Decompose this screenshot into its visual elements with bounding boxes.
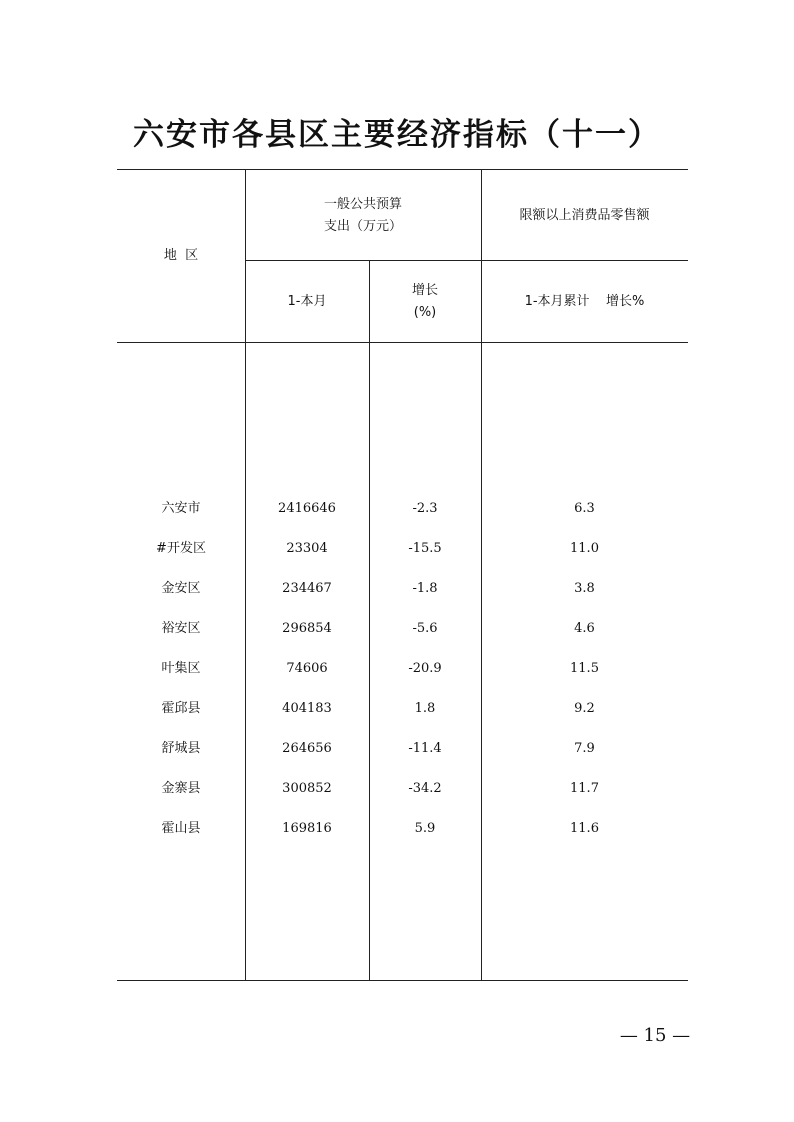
cell-budget-growth: -20.9 [408, 661, 442, 676]
header-budget-group-line2: 支出（万元） [323, 219, 402, 234]
header-budget-group-line1: 一般公共预算 [323, 197, 402, 212]
cell-budget-ytd: 169816 [282, 821, 332, 836]
header-budget-growth-line1: 增长 [411, 283, 438, 298]
cell-retail-growth: 6.3 [574, 501, 595, 516]
cell-budget-ytd: 404183 [282, 701, 332, 716]
cell-region: 金安区 [161, 581, 201, 596]
cell-region: 霍山县 [161, 821, 201, 836]
cell-retail-growth: 4.6 [574, 621, 595, 636]
cell-budget-growth: 5.9 [414, 821, 436, 836]
header-retail-group [481, 205, 688, 227]
header-group-divider [245, 260, 688, 261]
cell-retail-growth: 9.2 [574, 701, 595, 716]
table-bottom-rule [117, 980, 688, 981]
cell-retail-growth: 11.6 [570, 821, 599, 836]
cell-budget-growth: -1.8 [412, 581, 438, 596]
header-region-label: 地 区 [163, 248, 199, 263]
economic-indicators-table [117, 169, 688, 981]
cell-budget-ytd: 23304 [286, 541, 328, 556]
header-budget-growth-line2: (%) [413, 305, 437, 320]
cell-budget-ytd: 234467 [282, 581, 332, 596]
cell-budget-growth: -11.4 [408, 741, 442, 756]
header-budget-ytd-label: 1-本月 [287, 294, 327, 309]
table-row [117, 489, 688, 529]
header-retail-sub-label: 1-本月累计 增长% [524, 294, 645, 309]
cell-budget-growth: -5.6 [412, 621, 438, 636]
header-budget-group [245, 194, 481, 238]
table-row [117, 689, 688, 729]
header-retail-group-label: 限额以上消费品零售额 [519, 208, 650, 223]
header-budget-ytd [245, 291, 369, 313]
cell-region: 金寨县 [161, 781, 201, 796]
cell-region: 裕安区 [161, 621, 201, 636]
table-row [117, 769, 688, 809]
cell-region: #开发区 [156, 541, 206, 556]
cell-budget-growth: -34.2 [408, 781, 442, 796]
cell-budget-ytd: 300852 [282, 781, 332, 796]
cell-region: 六安市 [161, 501, 201, 516]
cell-region: 霍邱县 [161, 701, 201, 716]
cell-budget-growth: -15.5 [408, 541, 442, 556]
cell-budget-ytd: 264656 [282, 741, 332, 756]
cell-region: 叶集区 [161, 661, 201, 676]
cell-retail-growth: 11.0 [570, 541, 599, 556]
cell-retail-growth: 11.5 [570, 661, 599, 676]
cell-retail-growth: 11.7 [570, 781, 599, 796]
cell-region: 舒城县 [161, 741, 201, 756]
cell-budget-growth: 1.8 [414, 701, 436, 716]
table-row [117, 609, 688, 649]
table-row [117, 529, 688, 569]
cell-budget-ytd: 2416646 [278, 501, 336, 516]
header-retail-sub [481, 291, 688, 313]
page-title: 六安市各县区主要经济指标（十一） [133, 117, 661, 153]
table-row [117, 649, 688, 689]
header-region [117, 245, 245, 267]
cell-budget-growth: -2.3 [412, 501, 438, 516]
header-budget-growth [369, 280, 481, 324]
cell-budget-ytd: 74606 [286, 661, 328, 676]
table-row [117, 729, 688, 769]
table-row [117, 809, 688, 849]
page-number: — 15 — [619, 1025, 691, 1046]
cell-retail-growth: 3.8 [574, 581, 595, 596]
header-bottom-rule [117, 342, 688, 343]
table-row [117, 569, 688, 609]
cell-budget-ytd: 296854 [282, 621, 332, 636]
table-top-rule [117, 169, 688, 170]
cell-retail-growth: 7.9 [574, 741, 595, 756]
